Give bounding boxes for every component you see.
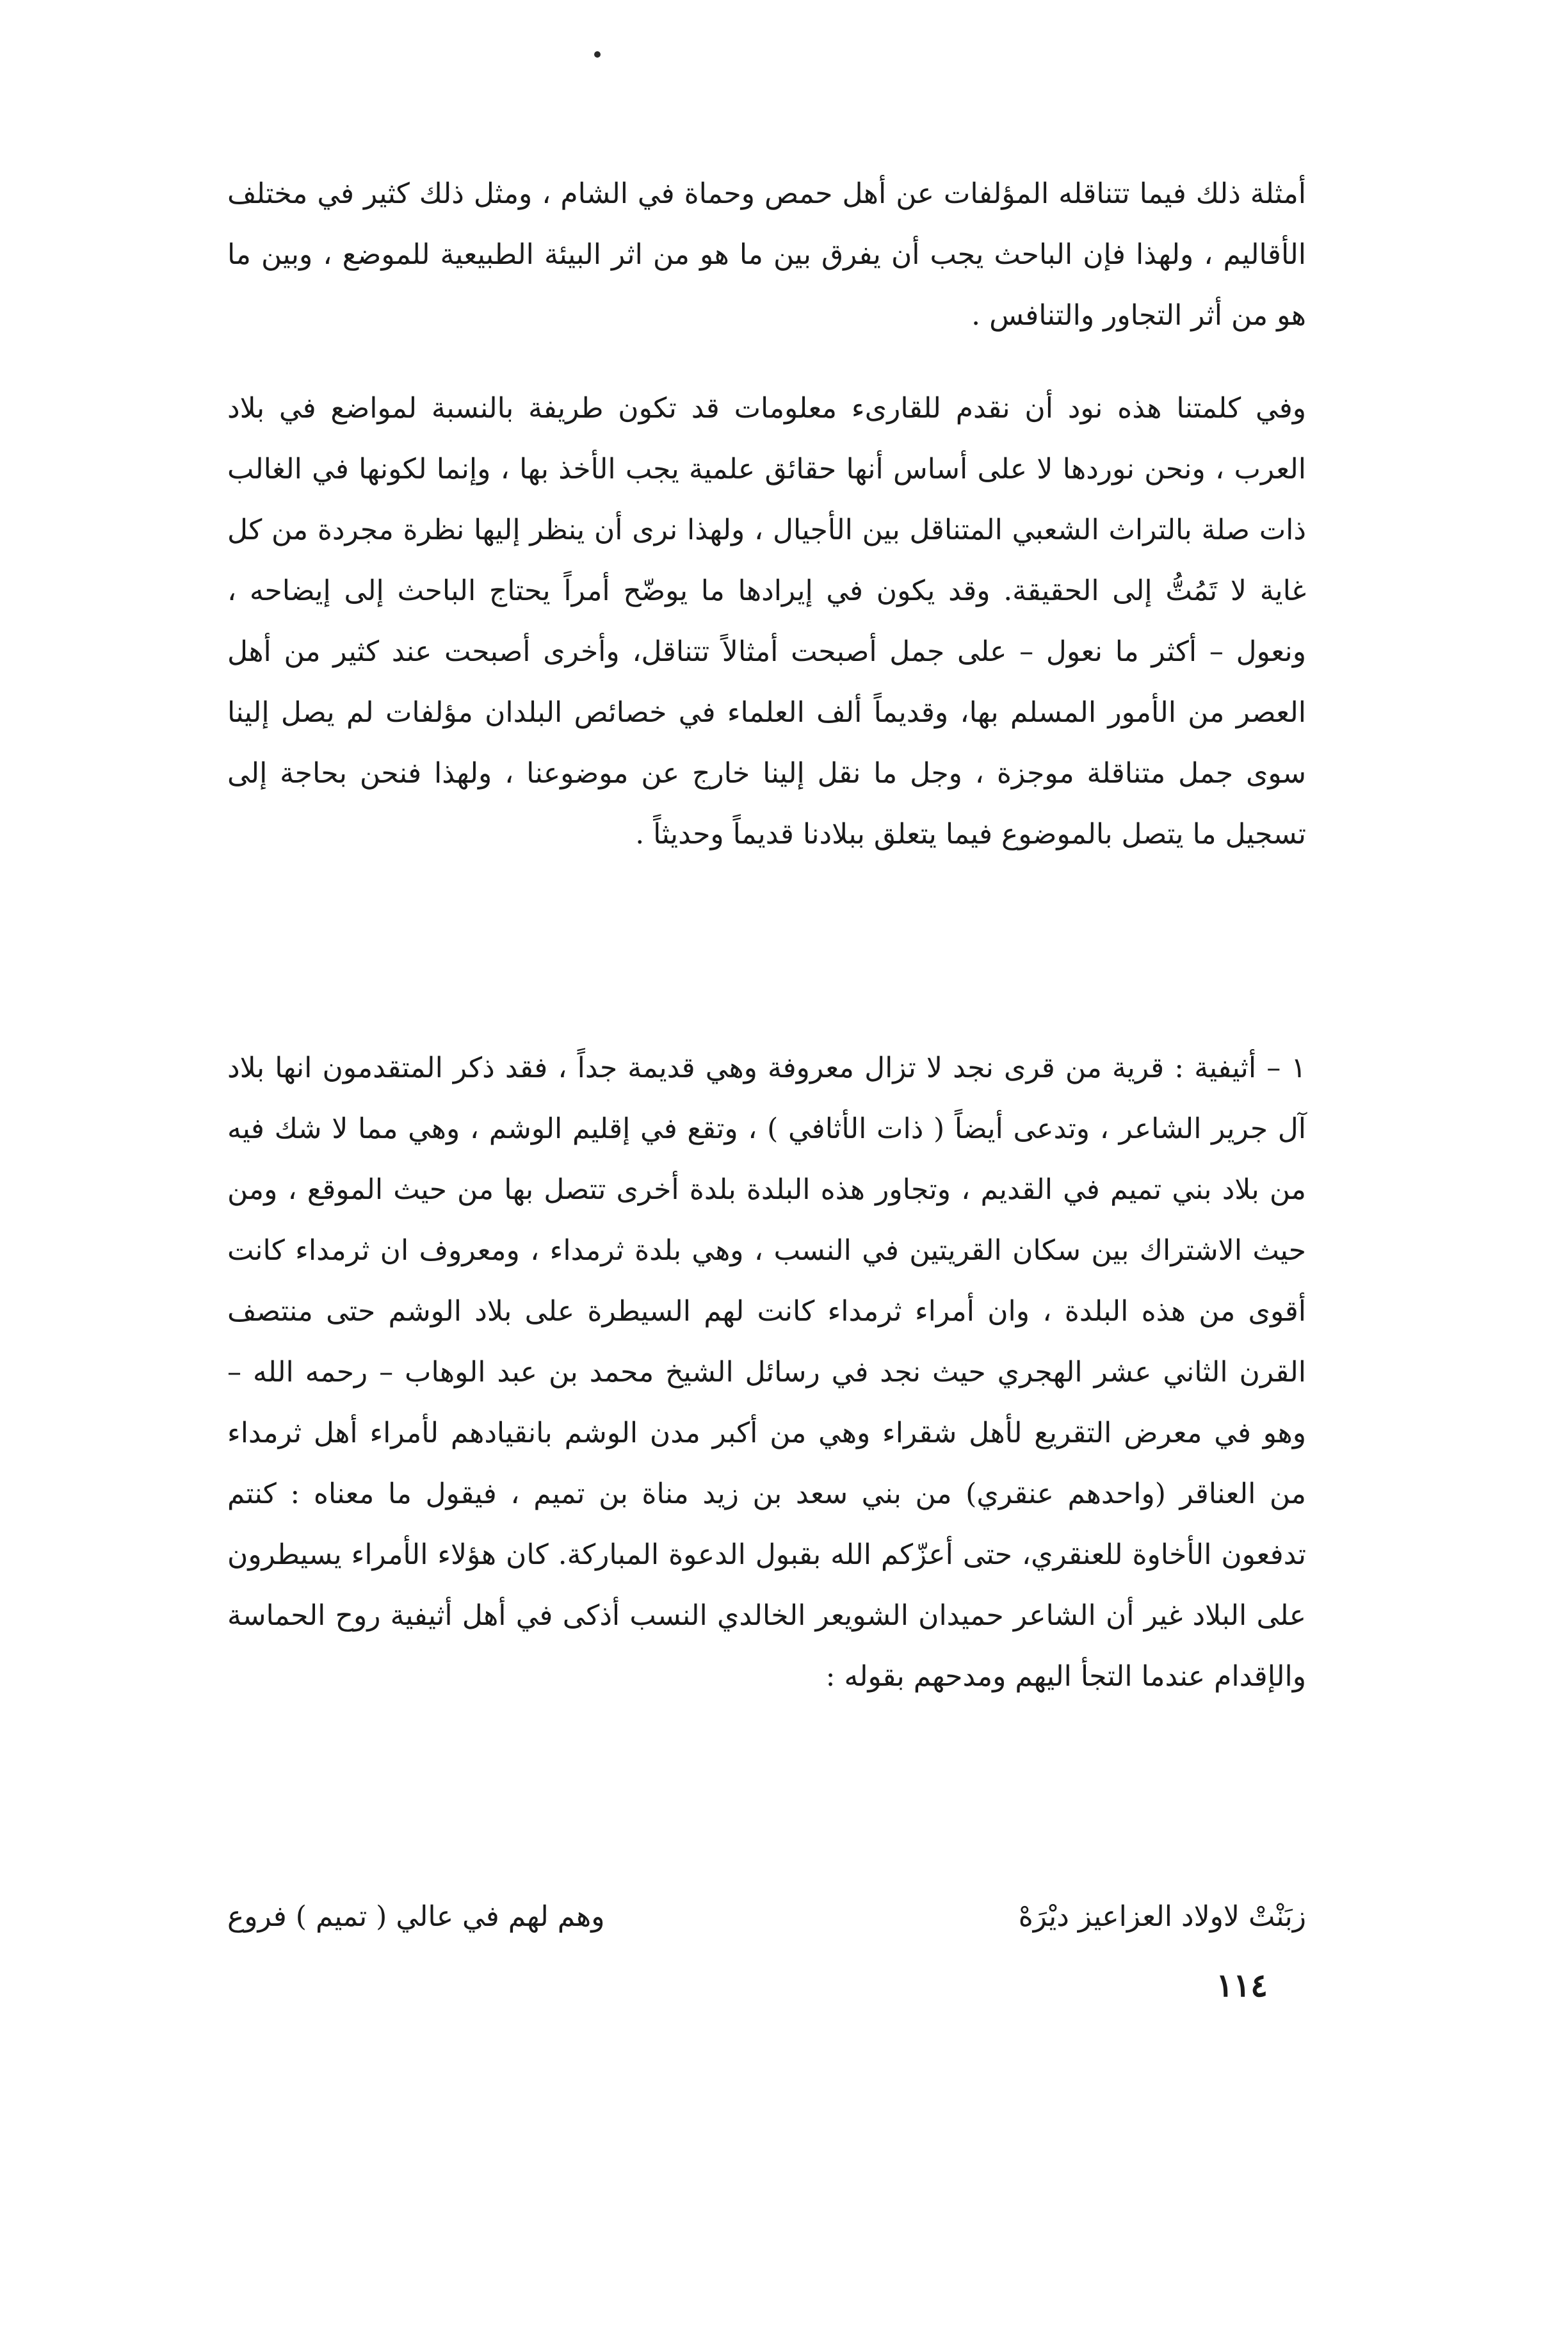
verse-second-hemistich: وهم لهم في عالي ( تميم ) فروع	[227, 1900, 605, 1933]
paragraph-intro-examples	[227, 163, 1306, 346]
paragraph-text: وفي كلمتنا هذه نود أن نقدم للقارىء معلومات قد تكون طريفة بالنسبة لمواضع في بلاد العرب ، ونحن نوردها لا على أساس أنها حقائق علمية يجب الأخذ بها ، وإنما لكونها في الغالب ذات صلة بالتراث الشعبي المتناقل بين الأجيال ، ولهذا نرى أن ينظر إليها نظرة مجردة من كل غاية لا تَمُتُّ إلى الحقيقة. وقد يكون في إيرادها ما يوضّح أمراً يحتاج الباحث إلى إيضاحه ، ونعول – أكثر ما نعول – على جمل أصبحت أمثالاً تتناقل، وأخرى أصبحت عند كثير من أهل العصر من الأمور المسلم بها، وقديماً ألف العلماء في خصائص البلدان مؤلفات لم يصل إلينا سوى جمل متناقلة موجزة ، وجل ما نقل إلينا خارج عن موضوعنا ، ولهذا فنحن بحاجة إلى تسجيل ما يتصل بالموضوع فيما يتعلق ببلادنا قديماً وحديثاً .	[227, 392, 1306, 851]
paragraph-text: أمثلة ذلك فيما تتناقله المؤلفات عن أهل حمص وحماة في الشام ، ومثل ذلك كثير في مختلف الأقاليم ، ولهذا فإن الباحث يجب أن يفرق بين ما هو من اثر البيئة الطبيعية للموضع ، وبين ما هو من أثر التجاور والتنافس .	[227, 177, 1306, 332]
paragraph-purpose	[227, 378, 1306, 865]
page-number: ١١٤	[1216, 1966, 1268, 2004]
verse-first-hemistich: زبَنْتْ لاولاد العزاعيز ديْرَهْ	[1018, 1900, 1306, 1933]
paragraph-text: ١ – أثيفية : قرية من قرى نجد لا تزال معروفة وهي قديمة جداً ، فقد ذكر المتقدمون انها بلاد آل جرير الشاعر ، وتدعى أيضاً ( ذات الأثافي ) ، وتقع في إقليم الوشم ، وهي مما لا شك فيه من بلاد بني تميم في القديم ، وتجاور هذه البلدة بلدة أخرى تتصل بها من حيث الموقع ، ومن حيث الاشتراك بين سكان القريتين في النسب ، وهي بلدة ثرمداء ، ومعروف ان ثرمداء كانت أقوى من هذه البلدة ، وان أمراء ثرمداء كانت لهم السيطرة على بلاد الوشم حتى منتصف القرن الثاني عشر الهجري حيث نجد في رسائل الشيخ محمد بن عبد الوهاب – رحمه الله – وهو في معرض التقريع لأهل شقراء وهي من أكبر مدن الوشم بانقيادهم لأمراء أهل ثرمداء من العناقر (واحدهم عنقري) من بني سعد بن زيد مناة بن تميم ، فيقول ما معناه : كنتم تدفعون الأخاوة للعنقري، حتى أعزّكم الله بقبول الدعوة المباركة. كان هؤلاء الأمراء يسيطرون على البلاد غير أن الشاعر حميدان الشويعر الخالدي النسب أذكى في أهل أثيفية روح الحماسة والإقدام عندما التجأ اليهم ومدحهم بقوله :	[227, 1052, 1306, 1693]
ink-speck	[594, 51, 601, 58]
poem-verse	[227, 1886, 1306, 1947]
paragraph-entry-athifiya	[227, 1038, 1306, 1707]
